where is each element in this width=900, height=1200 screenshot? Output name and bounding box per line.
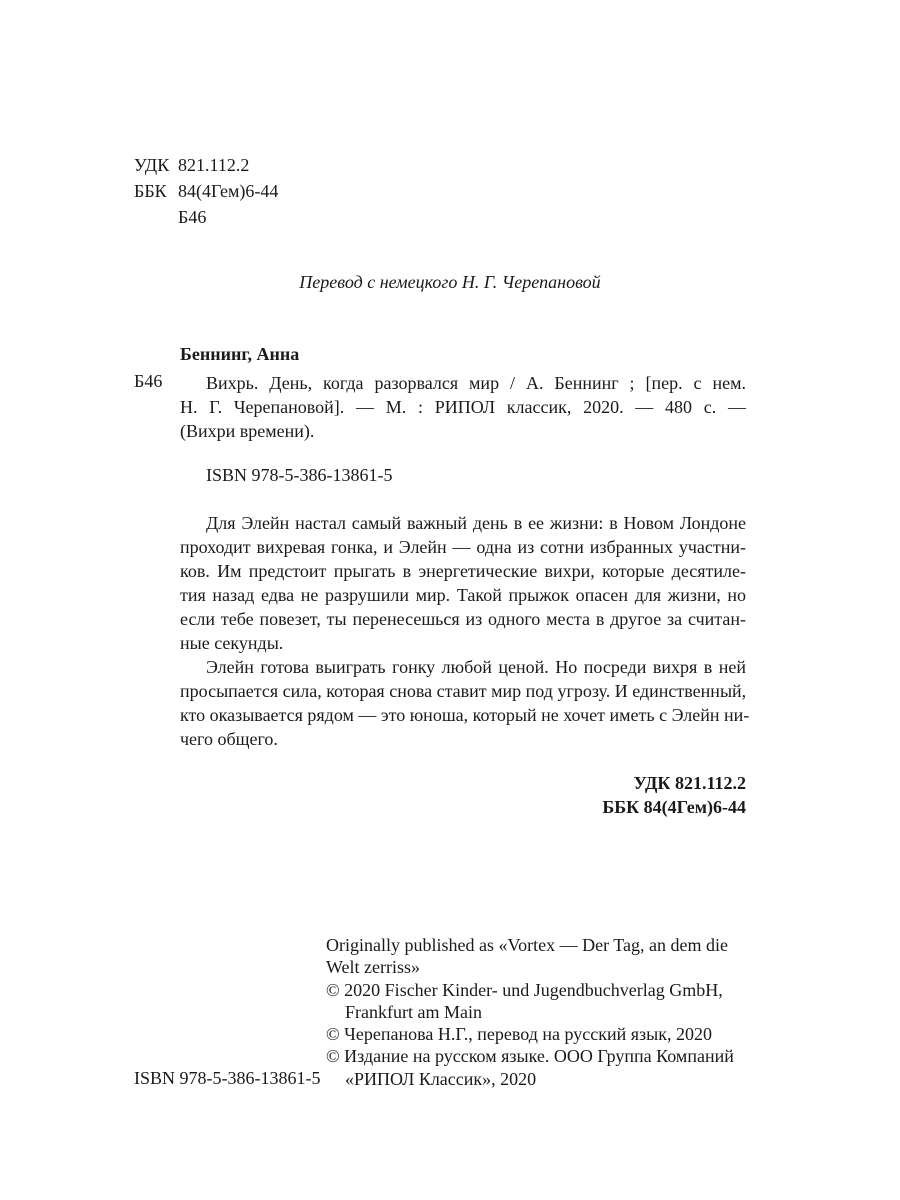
udk-row xyxy=(134,152,278,178)
copyright-line: © Черепанова Н.Г., перевод на русский язык, 2020 xyxy=(326,1024,712,1045)
annotation-line: проходит вихревая гонка, и Элейн — одна из сотни избранных участни- xyxy=(180,537,746,557)
copyright-line: Frankfurt am Main xyxy=(345,1001,482,1022)
bbk-bottom: ББК 84(4Гем)6-44 xyxy=(602,797,746,817)
annotation-line: просыпается сила, которая снова ставит мир под угрозу. И единственный, xyxy=(180,681,747,701)
original-title-line: Welt zerriss» xyxy=(326,957,421,978)
classification-codes-bottom xyxy=(602,771,746,819)
bbk-value: 84(4Гем)6-44 xyxy=(178,181,279,201)
publication-info xyxy=(326,934,734,1090)
udk-label: УДК xyxy=(134,155,170,175)
annotation-line: кто оказывается рядом — это юноша, который не хочет иметь с Элейн ни- xyxy=(180,705,750,725)
annotation-line: ные секунды. xyxy=(180,633,284,653)
author-sign-row xyxy=(134,204,278,230)
author-heading: Беннинг, Анна xyxy=(180,344,300,364)
annotation-line: если тебе повезет, ты перенесешься из одного места в другое за считан- xyxy=(180,609,746,629)
record-line: (Вихри времени). xyxy=(180,421,315,441)
isbn-bottom: ISBN 978-5-386-13861-5 xyxy=(134,1068,321,1088)
udk-bottom: УДК 821.112.2 xyxy=(633,773,746,793)
annotation-line: Для Элейн настал самый важный день в ее жизни: в Новом Лондоне xyxy=(206,513,746,533)
copyright-line: «РИПОЛ Классик», 2020 xyxy=(345,1068,537,1089)
isbn-record: ISBN 978-5-386-13861-5 xyxy=(206,465,393,485)
annotation-line: ков. Им предстоит прыгать в энергетические вихри, которые десятиле- xyxy=(180,561,746,581)
udk-value: 821.112.2 xyxy=(178,155,250,175)
copyright-line: © 2020 Fischer Kinder- und Jugendbuchverlag GmbH, xyxy=(326,979,723,1000)
bbk-label: ББК xyxy=(134,181,167,201)
record-line: Н. Г. Черепановой]. — М. : РИПОЛ классик, 2020. — 480 с. — xyxy=(180,397,746,417)
record-line: Вихрь. День, когда разорвался мир / А. Беннинг ; [пер. с нем. xyxy=(206,373,746,393)
annotation-line: Элейн готова выиграть гонку любой ценой. Но посреди вихря в ней xyxy=(206,657,746,677)
original-title-line: Originally published as «Vortex — Der Tag, an dem die xyxy=(326,935,728,955)
author-sign-record: Б46 xyxy=(134,371,163,391)
translator-note: Перевод с немецкого Н. Г. Черепановой xyxy=(299,272,601,292)
copyright-line: © Издание на русском языке. ООО Группа Компаний xyxy=(326,1046,734,1067)
annotation-line: тия назад едва не разрушили мир. Такой прыжок опасен для жизни, но xyxy=(180,585,746,605)
bbk-row xyxy=(134,178,278,204)
author-sign-top: Б46 xyxy=(178,207,207,227)
annotation-line: чего общего. xyxy=(180,729,278,749)
annotation xyxy=(180,512,750,752)
classification-codes-top xyxy=(134,152,278,230)
bibliographic-description xyxy=(180,371,746,443)
